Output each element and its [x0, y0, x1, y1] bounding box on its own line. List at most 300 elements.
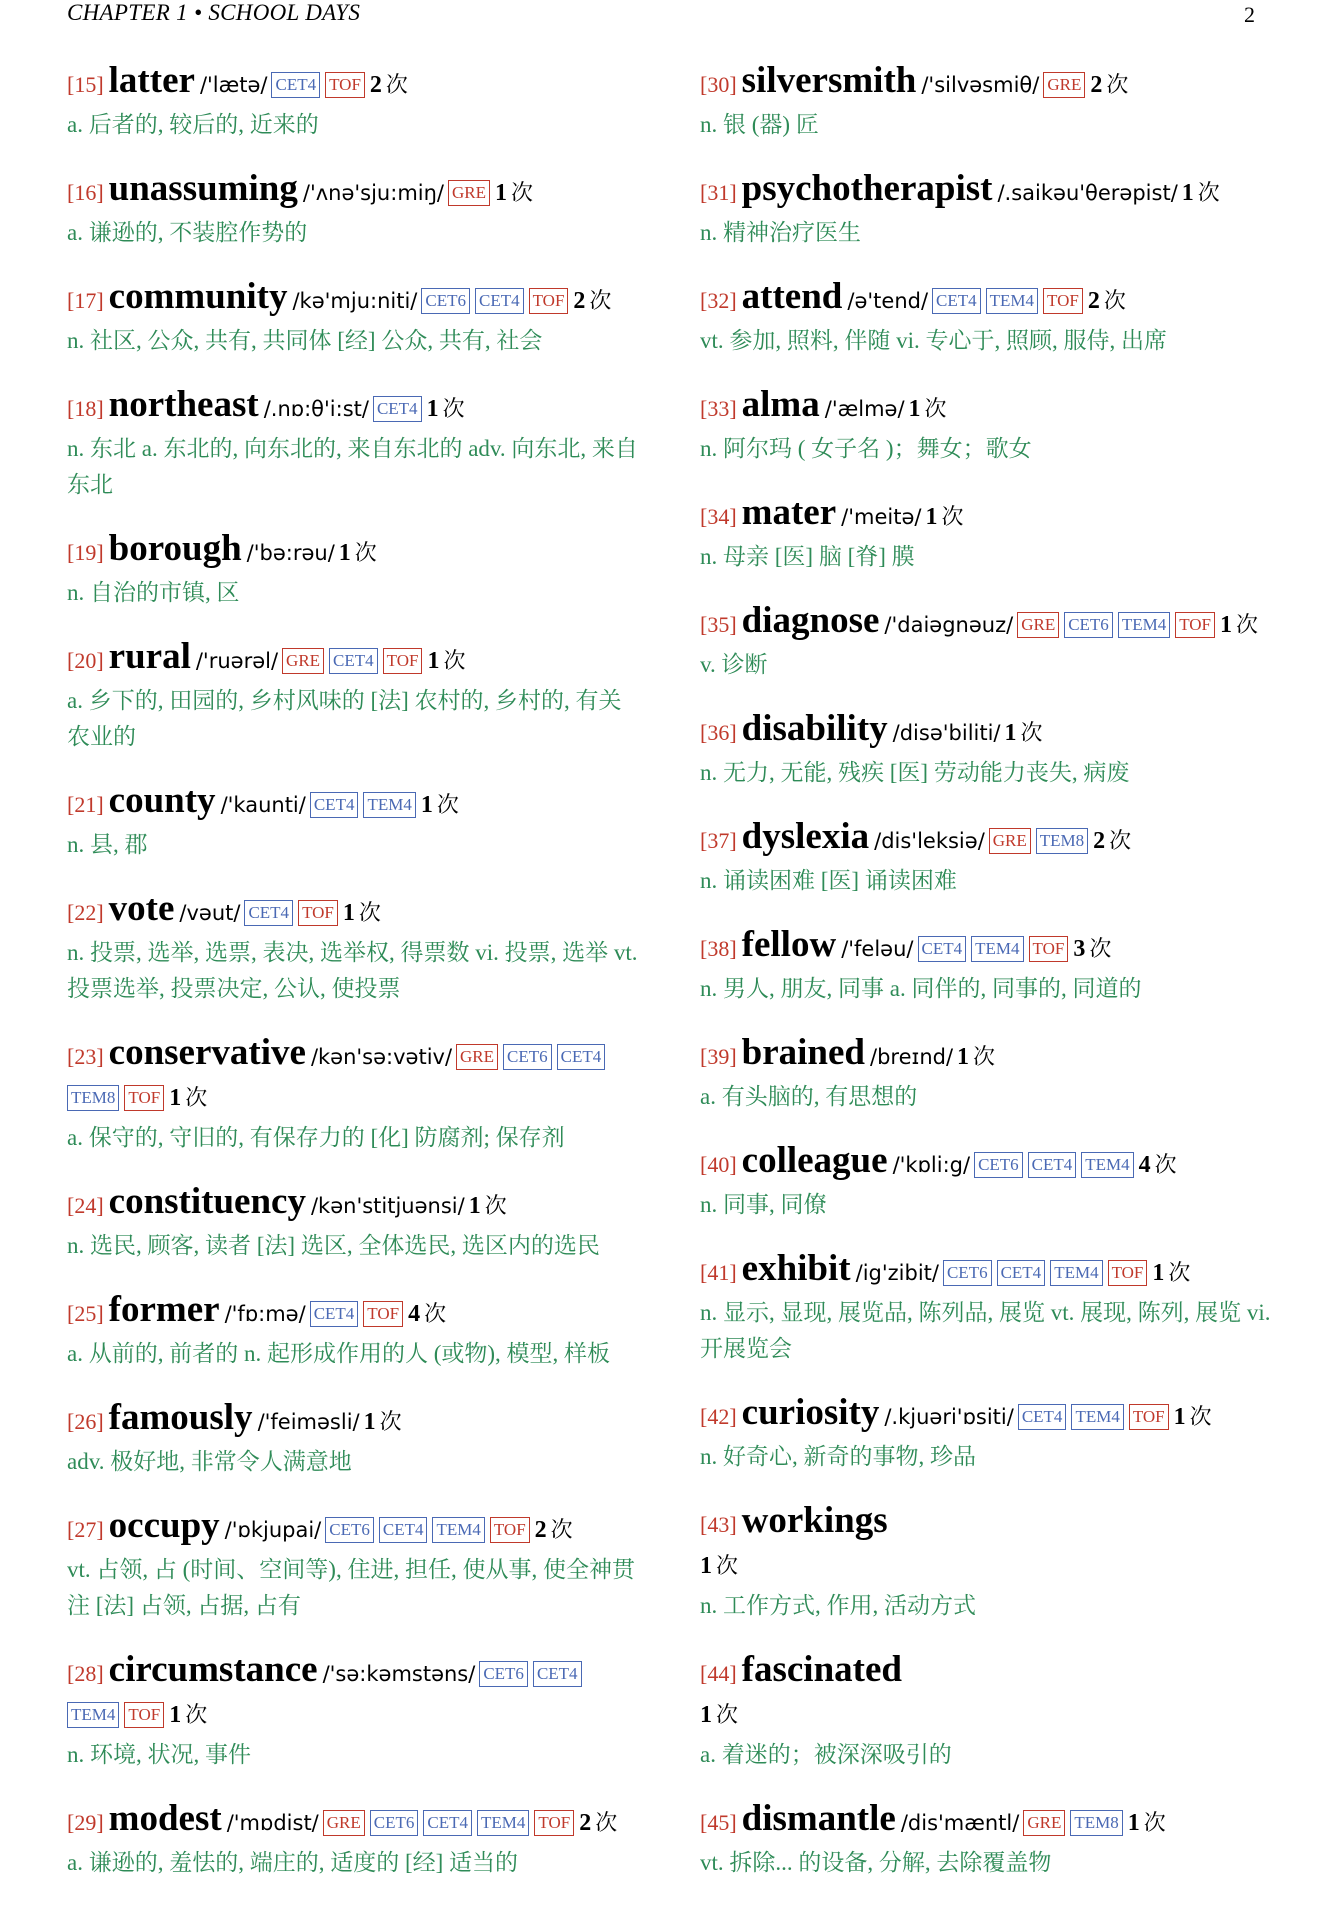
- vocab-entry: [700, 818, 1274, 899]
- vocab-entry: [67, 1800, 640, 1881]
- exam-tag: CET6: [943, 1260, 992, 1286]
- entry-headline: [700, 1034, 1274, 1079]
- headword: latter: [108, 60, 195, 101]
- count-unit: 次: [424, 1301, 447, 1326]
- headword: vote: [108, 888, 175, 929]
- page-number: 2: [1244, 2, 1255, 27]
- occurrence-count: 1: [925, 504, 938, 530]
- headword: occupy: [108, 1505, 220, 1546]
- exam-tag: GRE: [456, 1044, 498, 1070]
- entry-number: [41]: [700, 1260, 737, 1285]
- phonetic: /'ʌnə'sju:miŋ/: [302, 181, 444, 205]
- exam-tag: TOF: [383, 648, 423, 674]
- entry-number: [44]: [700, 1661, 737, 1686]
- exam-tag: TOF: [124, 1702, 164, 1728]
- headword: colleague: [741, 1140, 888, 1181]
- occurrence-count: 1: [169, 1702, 182, 1728]
- vocab-entry: [700, 926, 1274, 1007]
- headword: attend: [741, 276, 843, 317]
- phonetic: /'fɒ:mə/: [224, 1302, 306, 1326]
- exam-tag: TEM4: [1081, 1152, 1133, 1178]
- headword: alma: [741, 384, 820, 425]
- vocab-entry: [67, 1183, 640, 1264]
- occurrence-count: 2: [1090, 72, 1103, 98]
- vocab-entry: [700, 62, 1274, 143]
- definition: n. 好奇心, 新奇的事物, 珍品: [700, 1444, 976, 1469]
- headword: former: [108, 1289, 220, 1330]
- vocab-entry: [67, 638, 640, 755]
- phonetic: /dis'mæntl/: [900, 1811, 1020, 1835]
- exam-tag: CET4: [423, 1810, 472, 1836]
- vocab-entry: [700, 278, 1274, 359]
- count-unit: 次: [1089, 936, 1112, 961]
- definition: n. 县, 郡: [67, 832, 148, 857]
- exam-tag: CET4: [557, 1044, 606, 1070]
- phonetic: /ig'zibit/: [855, 1261, 939, 1285]
- count-unit: 次: [385, 72, 408, 97]
- definition: n. 环境, 状况, 事件: [67, 1742, 251, 1767]
- entry-headline: [700, 170, 1274, 215]
- vocab-entry: [700, 1800, 1274, 1881]
- count-unit: 次: [511, 180, 534, 205]
- count-unit: 次: [550, 1517, 573, 1542]
- occurrence-count: 2: [369, 72, 382, 98]
- entry-headline: [700, 386, 1274, 431]
- count-unit: 次: [973, 1044, 996, 1069]
- headword: exhibit: [741, 1248, 851, 1289]
- vocab-entry: [700, 602, 1274, 683]
- definition: n. 银 (器) 匠: [700, 112, 819, 137]
- count-unit: 次: [1106, 72, 1129, 97]
- phonetic: /'meitə/: [841, 505, 922, 529]
- entry-headline: [67, 1651, 640, 1737]
- exam-tag: CET4: [932, 288, 981, 314]
- headword: borough: [108, 528, 242, 569]
- occurrence-count: 1: [957, 1044, 970, 1070]
- phonetic: /'kɒli:g/: [892, 1153, 971, 1177]
- entry-headline: [67, 1034, 640, 1120]
- headword: dyslexia: [741, 816, 870, 857]
- count-unit: 次: [1143, 1810, 1166, 1835]
- definition: n. 男人, 朋友, 同事 a. 同伴的, 同事的, 同道的: [700, 976, 1142, 1001]
- phonetic: /'feiməsli/: [257, 1410, 360, 1434]
- entry-headline: [700, 278, 1274, 323]
- occurrence-count: 2: [1093, 828, 1106, 854]
- occurrence-count: 1: [700, 1702, 712, 1728]
- entry-number: [21]: [67, 792, 104, 817]
- phonetic: /'feləu/: [841, 937, 914, 961]
- entry-number: [30]: [700, 72, 737, 97]
- exam-tag: CET4: [310, 792, 359, 818]
- occurrence-count: 1: [420, 792, 433, 818]
- phonetic: /'bə:rəu/: [246, 541, 335, 565]
- vocab-entry: [67, 386, 640, 503]
- headword: silversmith: [741, 60, 917, 101]
- definition: v. 诊断: [700, 652, 768, 677]
- exam-tag: TOF: [529, 288, 569, 314]
- occurrence-count: 3: [1073, 936, 1086, 962]
- phonetic: /'daiəgnəuz/: [884, 613, 1014, 637]
- count-unit: 次: [595, 1810, 618, 1835]
- definition: vt. 参加, 照料, 伴随 vi. 专心于, 照顾, 服侍, 出席: [700, 328, 1168, 353]
- entry-number: [25]: [67, 1301, 104, 1326]
- definition: n. 精神治疗医生: [700, 220, 861, 245]
- right-column: [700, 62, 1274, 1908]
- count-unit: 次: [1109, 828, 1132, 853]
- exam-tag: CET4: [244, 900, 293, 926]
- entry-headline: [67, 1507, 640, 1552]
- entry-headline: [700, 602, 1274, 647]
- entry-number: [35]: [700, 612, 737, 637]
- chapter-title: CHAPTER 1 • SCHOOL DAYS: [67, 0, 361, 25]
- entry-number: [17]: [67, 288, 104, 313]
- headword: dismantle: [741, 1798, 896, 1839]
- exam-tag: TEM8: [67, 1085, 119, 1111]
- phonetic: /ə'tend/: [847, 289, 929, 313]
- count-unit: 次: [442, 396, 465, 421]
- exam-tag: CET6: [325, 1517, 374, 1543]
- headword: county: [108, 780, 216, 821]
- exam-tag: TEM4: [986, 288, 1038, 314]
- definition: n. 诵读困难 [医] 诵读困难: [700, 868, 957, 893]
- vocab-entry: [700, 386, 1274, 467]
- exam-tag: CET6: [1064, 612, 1113, 638]
- headword: unassuming: [108, 168, 298, 209]
- count-unit: 次: [354, 540, 377, 565]
- exam-tag: TOF: [1108, 1260, 1148, 1286]
- headword: workings: [741, 1500, 888, 1541]
- phonetic: /'silvəsmiθ/: [921, 73, 1040, 97]
- entry-number: [33]: [700, 396, 737, 421]
- definition: a. 乡下的, 田园的, 乡村风味的 [法] 农村的, 乡村的, 有关农业的: [67, 688, 622, 749]
- occurrence-count: 1: [427, 648, 440, 674]
- exam-tag: CET4: [379, 1517, 428, 1543]
- vocab-entry: [67, 782, 640, 863]
- exam-tag: GRE: [323, 1810, 365, 1836]
- count-unit: 次: [1168, 1260, 1191, 1285]
- count-unit: 次: [924, 396, 947, 421]
- headword: disability: [741, 708, 888, 749]
- occurrence-count: 4: [1138, 1152, 1151, 1178]
- entry-number: [16]: [67, 180, 104, 205]
- entry-number: [34]: [700, 504, 737, 529]
- exam-tag: CET4: [310, 1301, 359, 1327]
- entry-number: [28]: [67, 1661, 104, 1686]
- count-unit: 次: [379, 1409, 402, 1434]
- occurrence-count: 1: [338, 540, 351, 566]
- headword: circumstance: [108, 1649, 318, 1690]
- page-header: [67, 0, 1255, 30]
- definition: a. 后者的, 较后的, 近来的: [67, 112, 319, 137]
- entry-number: [37]: [700, 828, 737, 853]
- vocab-entry: [700, 1034, 1274, 1115]
- headword: diagnose: [741, 600, 880, 641]
- occurrence-count: 1: [342, 900, 355, 926]
- vocab-entry: [67, 62, 640, 143]
- exam-tag: TOF: [490, 1517, 530, 1543]
- definition: vt. 拆除... 的设备, 分解, 去除覆盖物: [700, 1850, 1052, 1875]
- entry-headline: [700, 62, 1274, 107]
- count-unit: 次: [1020, 720, 1043, 745]
- entry-headline: [67, 170, 640, 215]
- definition: a. 从前的, 前者的 n. 起形成作用的人 (或物), 模型, 样板: [67, 1341, 611, 1366]
- exam-tag: TEM4: [432, 1517, 484, 1543]
- exam-tag: CET4: [533, 1661, 582, 1687]
- definition: vt. 占领, 占 (时间、空间等), 住进, 担任, 使从事, 使全神贯注 [法] 占领, 占据, 占有: [67, 1557, 635, 1618]
- count-unit: 次: [1103, 288, 1126, 313]
- entry-headline: [700, 1651, 1274, 1737]
- definition: n. 无力, 无能, 残疾 [医] 劳动能力丧失, 病废: [700, 760, 1130, 785]
- definition: adv. 极好地, 非常令人满意地: [67, 1449, 352, 1474]
- left-column: [67, 62, 640, 1908]
- count-unit: 次: [484, 1193, 507, 1218]
- phonetic: /'ɒkjupai/: [224, 1518, 322, 1542]
- exam-tag: CET4: [329, 648, 378, 674]
- exam-tag: TEM4: [1050, 1260, 1102, 1286]
- exam-tag: CET4: [997, 1260, 1046, 1286]
- exam-tag: TOF: [124, 1085, 164, 1111]
- exam-tag: TEM4: [363, 792, 415, 818]
- phonetic: /'mɒdist/: [226, 1811, 319, 1835]
- entry-number: [23]: [67, 1044, 104, 1069]
- entry-number: [38]: [700, 936, 737, 961]
- entry-headline: [700, 1250, 1274, 1295]
- vocab-entry: [67, 1507, 640, 1624]
- definition: n. 自治的市镇, 区: [67, 580, 240, 605]
- phonetic: /.kjuəri'ɒsiti/: [884, 1405, 1014, 1429]
- occurrence-count: 1: [908, 396, 921, 422]
- entry-number: [42]: [700, 1404, 737, 1429]
- phonetic: /'ruərəl/: [195, 649, 279, 673]
- definition: n. 社区, 公众, 共有, 共同体 [经] 公众, 共有, 社会: [67, 328, 543, 353]
- vocab-entry: [67, 1399, 640, 1480]
- definition: n. 同事, 同僚: [700, 1192, 827, 1217]
- exam-tag: GRE: [1023, 1810, 1065, 1836]
- exam-tag: CET6: [421, 288, 470, 314]
- entry-headline: [700, 818, 1274, 863]
- vocab-entry: [67, 530, 640, 611]
- entry-headline: [700, 1142, 1274, 1187]
- count-unit: 次: [716, 1553, 739, 1578]
- occurrence-count: 2: [1087, 288, 1100, 314]
- entry-number: [32]: [700, 288, 737, 313]
- entry-number: [24]: [67, 1193, 104, 1218]
- exam-tag: GRE: [448, 180, 490, 206]
- vocab-entry: [700, 1502, 1274, 1624]
- occurrence-count: 4: [408, 1301, 421, 1327]
- count-unit: 次: [941, 504, 964, 529]
- entry-number: [31]: [700, 180, 737, 205]
- exam-tag: TEM8: [1036, 828, 1088, 854]
- phonetic: /'sə:kəmstəns/: [322, 1662, 476, 1686]
- entry-headline: [67, 1183, 640, 1228]
- entry-headline: [700, 1502, 1274, 1588]
- entry-headline: [67, 638, 640, 683]
- definition: n. 东北 a. 东北的, 向东北的, 来自东北的 adv. 向东北, 来自东北: [67, 436, 638, 497]
- count-unit: 次: [185, 1085, 208, 1110]
- exam-tag: CET6: [974, 1152, 1023, 1178]
- headword: mater: [741, 492, 837, 533]
- exam-tag: GRE: [1043, 72, 1085, 98]
- exam-tag: CET4: [475, 288, 524, 314]
- count-unit: 次: [185, 1702, 208, 1727]
- occurrence-count: 1: [363, 1409, 376, 1435]
- headword: psychotherapist: [741, 168, 993, 209]
- exam-tag: CET6: [370, 1810, 419, 1836]
- exam-tag: TOF: [298, 900, 338, 926]
- definition: n. 阿尔玛 ( 女子名 )；舞女；歌女: [700, 436, 1032, 461]
- definition: n. 显示, 显现, 展览品, 陈列品, 展览 vt. 展现, 陈列, 展览 vi. 开展览会: [700, 1300, 1271, 1361]
- vocab-entry: [700, 1394, 1274, 1475]
- occurrence-count: 2: [573, 288, 586, 314]
- entry-headline: [67, 1399, 640, 1444]
- vocab-entry: [67, 1651, 640, 1773]
- count-unit: 次: [1154, 1152, 1177, 1177]
- headword: fellow: [741, 924, 837, 965]
- vocab-entry: [700, 1142, 1274, 1223]
- phonetic: /kə'mju:niti/: [292, 289, 418, 313]
- exam-tag: GRE: [282, 648, 324, 674]
- definition: n. 母亲 [医] 脑 [脊] 膜: [700, 544, 915, 569]
- definition: n. 投票, 选举, 选票, 表决, 选举权, 得票数 vi. 投票, 选举 vt. 投票选举, 投票决定, 公认, 使投票: [67, 940, 638, 1001]
- entry-number: [36]: [700, 720, 737, 745]
- headword: constituency: [108, 1181, 306, 1222]
- occurrence-count: 2: [534, 1517, 547, 1543]
- phonetic: /'ælmə/: [824, 397, 905, 421]
- headword: community: [108, 276, 288, 317]
- exam-tag: TEM4: [67, 1702, 119, 1728]
- entry-headline: [700, 1394, 1274, 1439]
- occurrence-count: 1: [1173, 1404, 1186, 1430]
- exam-tag: TEM8: [1070, 1810, 1122, 1836]
- exam-tag: TEM4: [1118, 612, 1170, 638]
- entry-number: [39]: [700, 1044, 737, 1069]
- vocab-entry: [67, 1034, 640, 1156]
- entry-number: [26]: [67, 1409, 104, 1434]
- headword: northeast: [108, 384, 259, 425]
- exam-tag: CET4: [271, 72, 320, 98]
- entry-headline: [67, 530, 640, 575]
- vocab-entry: [700, 1651, 1274, 1773]
- entry-headline: [67, 1800, 640, 1845]
- exam-tag: TEM4: [477, 1810, 529, 1836]
- entry-number: [45]: [700, 1810, 737, 1835]
- entry-number: [29]: [67, 1810, 104, 1835]
- occurrence-count: 1: [1004, 720, 1017, 746]
- occurrence-count: 1: [1220, 612, 1233, 638]
- vocab-entry: [67, 890, 640, 1007]
- phonetic: /'kaunti/: [220, 793, 306, 817]
- exam-tag: TOF: [1029, 936, 1069, 962]
- entry-headline: [67, 62, 640, 107]
- vocab-entry: [700, 494, 1274, 575]
- phonetic: /.nɒ:θ'i:st/: [263, 397, 369, 421]
- exam-tag: CET4: [1018, 1404, 1067, 1430]
- exam-tag: TOF: [1129, 1404, 1169, 1430]
- count-unit: 次: [589, 288, 612, 313]
- vocab-entry: [700, 710, 1274, 791]
- headword: famously: [108, 1397, 253, 1438]
- entry-headline: [700, 494, 1274, 539]
- entry-number: [40]: [700, 1152, 737, 1177]
- phonetic: /'lætə/: [199, 73, 268, 97]
- exam-tag: CET4: [373, 396, 422, 422]
- entry-number: [20]: [67, 648, 104, 673]
- exam-tag: TEM4: [971, 936, 1023, 962]
- phonetic: /breɪnd/: [870, 1045, 954, 1069]
- exam-tag: GRE: [989, 828, 1031, 854]
- headword: fascinated: [741, 1649, 902, 1690]
- exam-tag: TOF: [534, 1810, 574, 1836]
- occurrence-count: 1: [426, 396, 439, 422]
- occurrence-count: 1: [468, 1193, 481, 1219]
- entry-number: [15]: [67, 72, 104, 97]
- occurrence-count: 1: [1181, 180, 1194, 206]
- entry-headline: [700, 710, 1274, 755]
- count-unit: 次: [443, 648, 466, 673]
- exam-tag: TOF: [325, 72, 365, 98]
- exam-tag: CET4: [918, 936, 967, 962]
- occurrence-count: 1: [169, 1085, 182, 1111]
- definition: a. 有头脑的, 有思想的: [700, 1084, 918, 1109]
- vocab-entry: [700, 1250, 1274, 1367]
- count-unit: 次: [1236, 612, 1259, 637]
- count-unit: 次: [1189, 1404, 1212, 1429]
- headword: conservative: [108, 1032, 306, 1073]
- phonetic: /kən'stitjuənsi/: [310, 1194, 465, 1218]
- count-unit: 次: [436, 792, 459, 817]
- entry-headline: [67, 782, 640, 827]
- headword: modest: [108, 1798, 222, 1839]
- entry-number: [22]: [67, 900, 104, 925]
- entry-number: [19]: [67, 540, 104, 565]
- count-unit: 次: [358, 900, 381, 925]
- occurrence-count: 2: [579, 1810, 592, 1836]
- definition: n. 工作方式, 作用, 活动方式: [700, 1593, 976, 1618]
- exam-tag: TOF: [1175, 612, 1215, 638]
- phonetic: /.saikəu'θerəpist/: [997, 181, 1178, 205]
- headword: rural: [108, 636, 191, 677]
- exam-tag: CET6: [503, 1044, 552, 1070]
- exam-tag: CET6: [479, 1661, 528, 1687]
- definition: n. 选民, 顾客, 读者 [法] 选区, 全体选民, 选区内的选民: [67, 1233, 600, 1258]
- exam-tag: GRE: [1017, 612, 1059, 638]
- exam-tag: TOF: [363, 1301, 403, 1327]
- phonetic: /dis'leksiə/: [874, 829, 985, 853]
- entry-headline: [67, 386, 640, 431]
- entry-headline: [700, 926, 1274, 971]
- definition: a. 谦逊的, 不装腔作势的: [67, 220, 308, 245]
- headword: curiosity: [741, 1392, 880, 1433]
- occurrence-count: 1: [1152, 1260, 1165, 1286]
- entry-headline: [67, 1291, 640, 1336]
- definition: a. 着迷的；被深深吸引的: [700, 1742, 952, 1767]
- vocab-entry: [700, 170, 1274, 251]
- definition: a. 保守的, 守旧的, 有保存力的 [化] 防腐剂; 保存剂: [67, 1125, 565, 1150]
- entry-number: [27]: [67, 1517, 104, 1542]
- definition: a. 谦逊的, 羞怯的, 端庄的, 适度的 [经] 适当的: [67, 1850, 519, 1875]
- entry-number: [18]: [67, 396, 104, 421]
- occurrence-count: 1: [1127, 1810, 1140, 1836]
- entry-headline: [700, 1800, 1274, 1845]
- entry-headline: [67, 278, 640, 323]
- exam-tag: TOF: [1043, 288, 1083, 314]
- exam-tag: TEM4: [1071, 1404, 1123, 1430]
- headword: brained: [741, 1032, 866, 1073]
- count-unit: 次: [1197, 180, 1220, 205]
- vocab-entry: [67, 278, 640, 359]
- occurrence-count: 1: [700, 1553, 712, 1579]
